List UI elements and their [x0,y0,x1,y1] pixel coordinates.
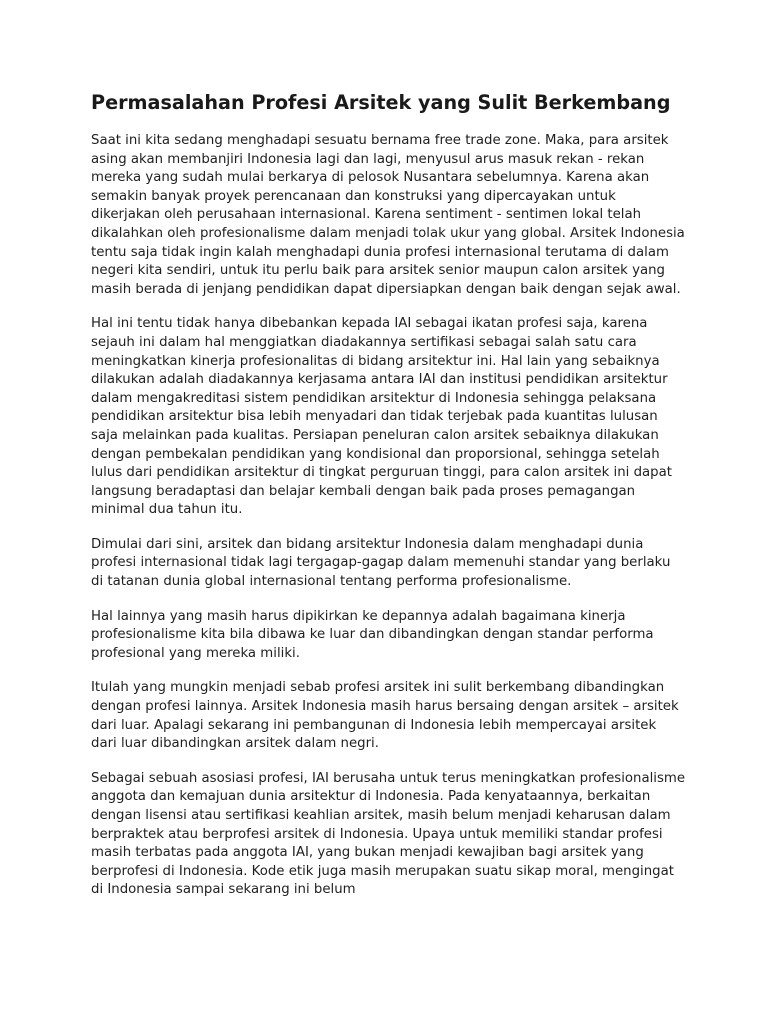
paragraph-3: Dimulai dari sini, arsitek dan bidang arsitektur Indonesia dalam menghadapi dunia profesi internasional tidak lagi tergagap-gagap dalam memenuhi standar yang berlaku di tatanan dunia global internasional tentang performa profesionalisme. [91,536,671,590]
paragraph-6: Sebagai sebuah asosiasi profesi, IAI berusaha untuk terus meningkatkan profesionalisme anggota dan kemajuan dunia arsitektur di Indonesia. Pada kenyataannya, berkaitan dengan lisensi atau sertifikasi keahlian arsitek, masih belum menjadi keharusan dalam berpraktek atau berprofesi arsitek di Indonesia. Upaya untuk memiliki standar profesi masih terbatas pada anggota IAI, yang bukan menjadi kewajiban bagi arsitek yang berprofesi di Indonesia. Kode etik juga masih merupakan suatu sikap moral, mengingat di Indonesia sampai sekarang ini belum [91,770,686,898]
paragraph-2: Hal ini tentu tidak hanya dibebankan kepada IAI sebagai ikatan profesi saja, karena sejauh ini dalam hal menggiatkan diadakannya sertifikasi sebagai salah satu cara meningkatkan kinerja profesionalitas di bidang arsitektur ini. Hal lain yang sebaiknya dilakukan adalah diadakannya kerjasama antara IAI dan institusi pendidikan arsitektur dalam mengakreditasi sistem pendidikan arsitektur di Indonesia sehingga pelaksana pendidikan arsitektur bisa lebih menyadari dan tidak terjebak pada kuantitas lulusan saja melainkan pada kualitas. Persiapan peneluran calon arsitek sebaiknya dilakukan dengan pembekalan pendidikan yang kondisional dan proporsional, sehingga setelah lulus dari pendidikan arsitektur di tingkat perguruan tinggi, para calon arsitek ini dapat langsung beradaptasi dan belajar kembali dengan baik pada proses pemagangan minimal dua tahun itu. [91,316,672,518]
paragraph-4: Hal lainnya yang masih harus dipikirkan ke depannya adalah bagaimana kinerja profesionalisme kita bila dibawa ke luar dan dibandingkan dengan standar performa profesional yang mereka miliki. [91,608,654,661]
document-page [91,90,686,916]
document-title: Permasalahan Profesi Arsitek yang Sulit Berkembang [91,91,671,114]
paragraph-1: Saat ini kita sedang menghadapi sesuatu bernama free trade zone. Maka, para arsitek asing akan membanjiri Indonesia lagi dan lagi, menyusul arus masuk rekan - rekan mereka yang sudah mulai berkarya di pelosok Nusantara sebelumnya. Karena akan semakin banyak proyek perencanaan dan konstruksi yang dipercayakan untuk dikerjakan oleh perusahaan internasional. Karena sentiment - sentimen lokal telah dikalahkan oleh profesionalisme dalam menjadi tolak ukur yang global. Arsitek Indonesia tentu saja tidak ingin kalah menghadapi dunia profesi internasional terutama di dalam negeri kita sendiri, untuk itu perlu baik para arsitek senior maupun calon arsitek yang masih berada di jenjang pendidikan dapat dipersiapkan dengan baik dengan sejak awal. [91,133,685,297]
paragraph-5: Itulah yang mungkin menjadi sebab profesi arsitek ini sulit berkembang dibandingkan dengan profesi lainnya. Arsitek Indonesia masih harus bersaing dengan arsitek – arsitek dari luar. Apalagi sekarang ini pembangunan di Indonesia lebih mempercayai arsitek dari luar dibandingkan arsitek dalam negri. [91,680,679,752]
